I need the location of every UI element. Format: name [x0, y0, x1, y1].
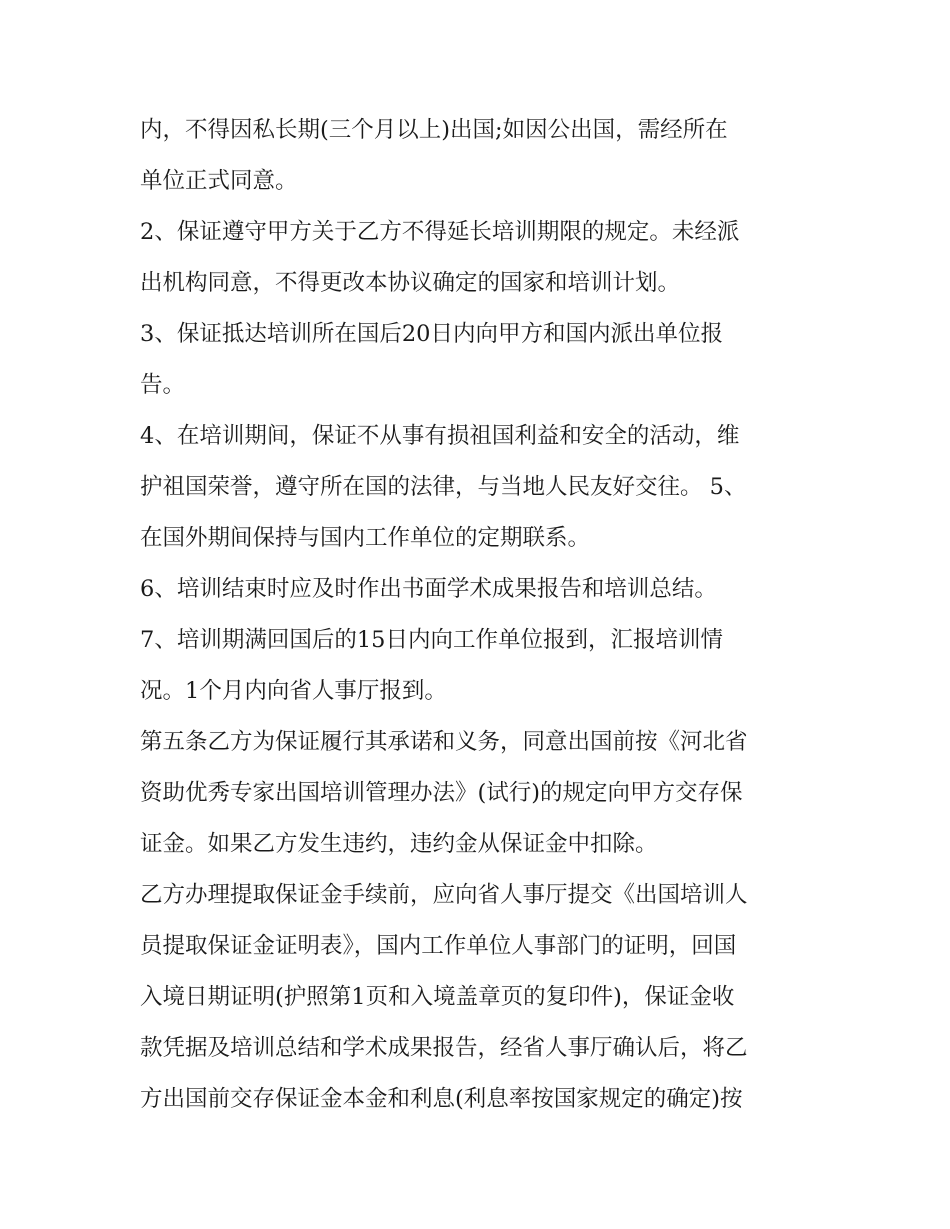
text-line: 方出国前交存保证金本金和利息(利息率按国家规定的确定)按: [140, 1086, 743, 1112]
text-line: 单位正式同意。: [140, 168, 298, 194]
text-line: 第五条乙方为保证履行其承诺和义务，同意出国前按《河北省: [140, 729, 748, 755]
text-line: 资助优秀专家出国培训管理办法》(试行)的规定向甲方交存保: [140, 780, 743, 806]
text-line: 3、保证抵达培训所在国后20日内向甲方和国内派出单位报: [140, 321, 723, 347]
text-line: 护祖国荣誉，遵守所在国的法律，与当地人民友好交往。 5、: [140, 474, 747, 500]
text-line: 员提取保证金证明表》，国内工作单位人事部门的证明，回国: [140, 933, 737, 959]
text-line: 4、在培训期间，保证不从事有损祖国利益和安全的活动，维: [140, 423, 740, 449]
text-line: 2、保证遵守甲方关于乙方不得延长培训期限的规定。未经派: [140, 219, 740, 245]
text-line: 7、培训期满回国后的15日内向工作单位报到，汇报培训情: [140, 627, 723, 653]
text-line: 6、培训结束时应及时作出书面学术成果报告和培训总结。: [140, 576, 717, 602]
text-line: 内，不得因私长期(三个月以上)出国;如因公出国，需经所在: [140, 117, 728, 143]
text-line: 出机构同意，不得更改本协议确定的国家和培训计划。: [140, 270, 681, 296]
text-line: 况。1个月内向省人事厅报到。: [140, 678, 447, 704]
text-line: 乙方办理提取保证金手续前，应向省人事厅提交《出国培训人: [140, 882, 748, 908]
text-line: 入境日期证明(护照第1页和入境盖章页的复印件)，保证金收: [140, 984, 735, 1010]
text-line: 证金。如果乙方发生违约，违约金从保证金中扣除。: [140, 831, 658, 857]
text-line: 款凭据及培训总结和学术成果报告，经省人事厅确认后，将乙: [140, 1035, 748, 1061]
text-line: 在国外期间保持与国内工作单位的定期联系。: [140, 525, 591, 551]
document-body: [140, 105, 830, 1125]
text-line: 告。: [140, 372, 186, 398]
